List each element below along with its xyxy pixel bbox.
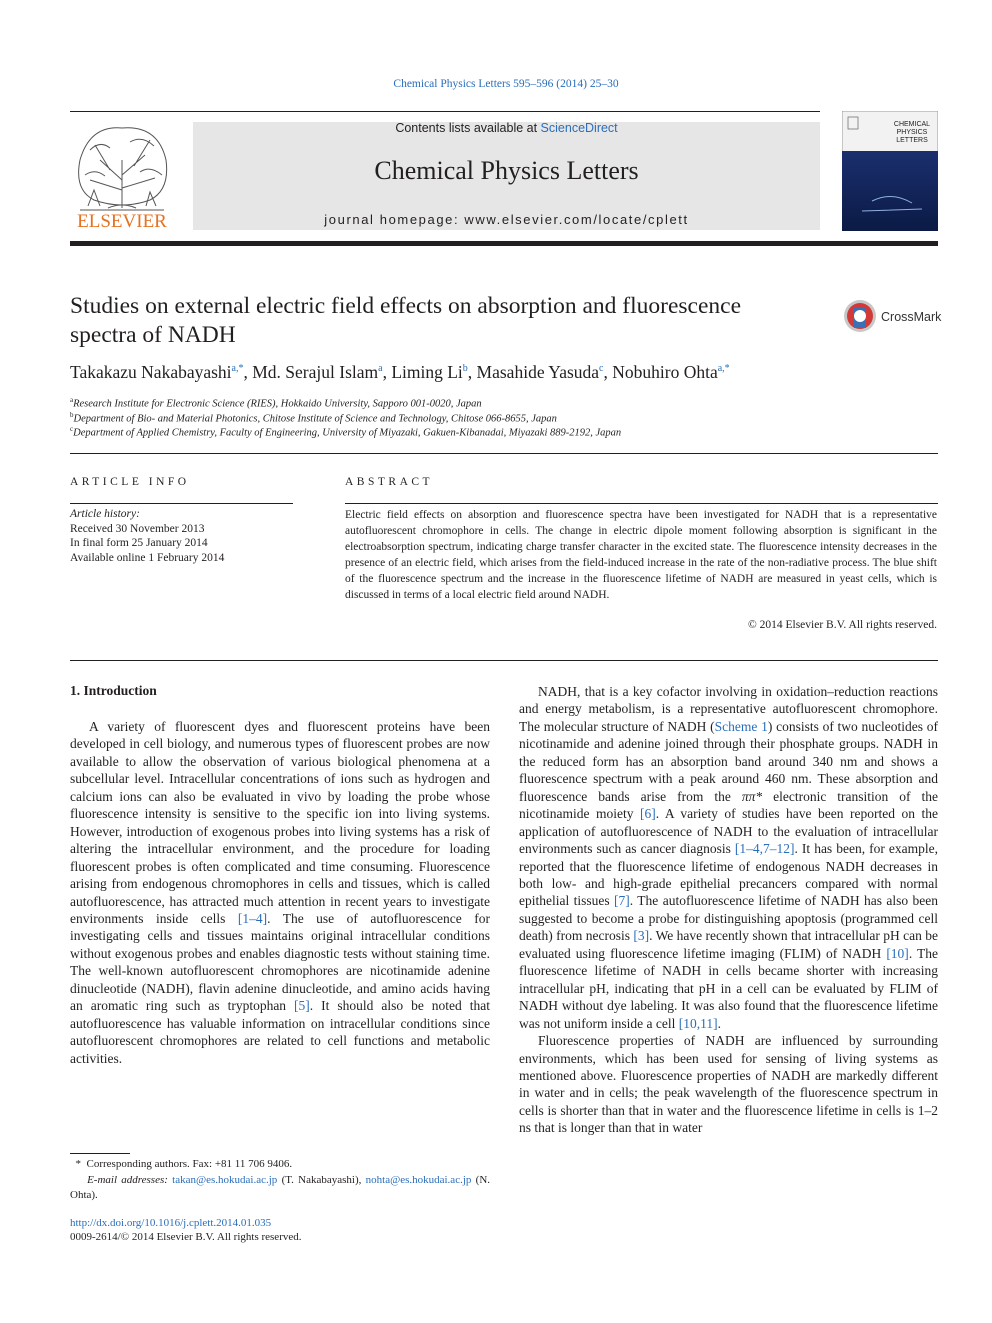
homepage-prefix: journal homepage: xyxy=(324,212,465,227)
author-sep: , xyxy=(467,362,477,382)
citation-link[interactable]: [10,11] xyxy=(678,1015,718,1031)
footnote-corresponding xyxy=(70,1157,490,1172)
scheme-link[interactable]: Scheme 1 xyxy=(714,718,768,734)
history-label: Article history: xyxy=(70,508,140,520)
email-owner: (T. Nakabayashi), xyxy=(281,1174,362,1186)
citation-link[interactable]: [7] xyxy=(614,893,630,909)
journal-reference[interactable]: Chemical Physics Letters 595–596 (2014) 25–30 xyxy=(393,78,619,90)
text-run: . It has been, for example, reported that the fluorescence lifetime of endogenous NADH decreases in both low- and high-grade epithelial precancers compared with normal epithelial tissues xyxy=(519,841,938,909)
body-column-left xyxy=(70,718,490,1067)
title-line-2: spectra of NADH xyxy=(70,322,236,348)
author-sup[interactable]: a,* xyxy=(231,363,244,375)
history-online: Available online 1 February 2014 xyxy=(70,551,225,564)
text-run: A variety of fluorescent dyes and fluorescent proteins have been developed in cell biology, and numerous types of fluorescent probes are now available to allow the observation of various biological phenomena at a subcellular level. Intracellular concentrations of ions such as hydrogen and calcium ions can also be evaluated in vivo by loading the probe whose fluorescence intensity is sensitive to the specific ion into living systems. However, introduction of exogenous probes into living systems has a risk of altering the intracellular environment, and the procedure for loading fluorescent probes is often complicated and time consuming. Fluorescence arising from endogenous chromophores in cells and tissues, which is called autofluorescence, has attracted much attention in recent years to investigate environments inside cells xyxy=(70,719,490,926)
text-run: . We have recently shown that intracellular pH can be evaluated using fluorescence lifetime imaging (FLIM) of NADH xyxy=(519,928,938,961)
author-sup[interactable]: b xyxy=(462,363,468,375)
author-sep: , xyxy=(243,362,253,382)
affiliation-text: Research Institute for Electronic Science (RIES), Hokkaido University, Sapporo 001-0020, Japan xyxy=(73,398,482,410)
text-run: . It should also be noted that autofluorescence has valuable information on intracellular conditions since autofluorescent chromophores are related to cell functions and metabolic activities. xyxy=(70,998,490,1066)
doi-text[interactable]: http://dx.doi.org/10.1016/j.cplett.2014.01.035 xyxy=(70,1217,272,1229)
header-thick-rule xyxy=(70,241,938,246)
journal-cover xyxy=(842,111,938,231)
transition-symbol: ππ* xyxy=(741,788,763,804)
section-heading-introduction: 1. Introduction xyxy=(70,683,157,698)
doi-link[interactable] xyxy=(70,1217,271,1229)
abstract-heading: ABSTRACT xyxy=(345,476,434,488)
author-sup[interactable]: c xyxy=(599,363,604,375)
author-sep: , xyxy=(382,362,392,382)
email-link[interactable]: takan@es.hokudai.ac.jp xyxy=(172,1174,278,1186)
cover-title-3: LETTERS xyxy=(896,137,928,144)
history-revised: In final form 25 January 2014 xyxy=(70,537,208,550)
cover-title-1: CHEMICAL xyxy=(893,121,931,128)
author-list xyxy=(70,362,730,383)
history-received: Received 30 November 2013 xyxy=(70,522,205,535)
journal-homepage xyxy=(193,212,820,227)
crossmark-label: CrossMark xyxy=(881,310,942,324)
text-run: . A variety of studies have been reported on the application of autofluorescence of NADH to the evaluation of intracellular environments such as cancer diagnosis xyxy=(519,806,938,857)
journal-title: Chemical Physics Letters xyxy=(374,156,639,185)
elsevier-tree-icon xyxy=(70,120,174,232)
email-label: E-mail addresses: xyxy=(87,1174,168,1186)
article-info-heading: ARTICLE INFO xyxy=(70,476,190,488)
paragraph xyxy=(70,718,490,1067)
citation-link[interactable]: [10] xyxy=(886,945,909,961)
text-run: . The fluorescence lifetime of NADH in cells became shorter with increasing intracellular pH, indicating that pH in a cell can be evaluated by FLIM of NADH without dye labeling. It was also found that the fluorescence lifetime was not uniform inside a cell xyxy=(519,945,938,1031)
affiliation-text: Department of Applied Chemistry, Faculty of Engineering, University of Miyazaki, Gakuen-Kibanadai, Miyazaki 889-2192, Japan xyxy=(73,427,622,439)
affiliation-key: c xyxy=(70,425,74,433)
sciencedirect-link[interactable]: ScienceDirect xyxy=(540,121,618,135)
affiliation-key: a xyxy=(70,396,74,404)
text-run: . xyxy=(717,1015,721,1031)
elsevier-wordmark: ELSEVIER xyxy=(77,211,167,232)
issn-line: 0009-2614/© 2014 Elsevier B.V. All rights reserved. xyxy=(70,1231,302,1243)
abstract-copyright: © 2014 Elsevier B.V. All rights reserved. xyxy=(748,619,937,631)
citation-link[interactable]: [1–4] xyxy=(237,910,268,926)
footnote-emails xyxy=(70,1173,490,1203)
text-run: electronic transition of the nicotinamide moiety xyxy=(519,788,939,822)
author-name[interactable]: Nobuhiro Ohta xyxy=(612,362,718,382)
text-run: . The autofluorescence lifetime of NADH has also been suggested to become a probe for distinguishing apoptosis (programmed cell death) from necrosis xyxy=(519,893,938,944)
text-run: . The use of autofluorescence for investigating cells and tissues maintains original intracellular conditions without exogenous probes and enables diagnostic tests without staining time. The well-known autofluorescent chromophores are nicotinamide adenine dinucleotide (NADH), flavin adenine dinucleotide, and amino acids having an aromatic ring such as tryptophan xyxy=(70,910,490,1014)
body-column-right xyxy=(519,683,938,1137)
paragraph xyxy=(519,683,938,1032)
affiliation-text: Department of Bio- and Material Photonics, Chitose Institute of Science and Technology, Chitose 066-8655, Japan xyxy=(73,413,557,425)
email-owner: (N. Ohta). xyxy=(70,1174,491,1201)
citation-link[interactable]: [3] xyxy=(633,928,650,944)
title-line-1: Studies on external electric field effects on absorption and fluorescence xyxy=(70,293,742,319)
article-title xyxy=(70,292,830,350)
elsevier-logo xyxy=(70,120,174,232)
author-sup[interactable]: a xyxy=(378,363,383,375)
footnote-rule xyxy=(70,1153,130,1154)
author-name[interactable]: Takakazu Nakabayashi xyxy=(70,362,232,382)
affiliation xyxy=(70,396,482,410)
text-run: ) consists of two nucleotides of nicotinamide and adenine joined through their phosphate groups. NADH in the reduced form has an absorption band around 340 nm and shows a fluorescence spectrum with a peak around 460 nm. These absorption and fluorescence bands arise from the xyxy=(519,718,938,804)
citation-link[interactable]: [6] xyxy=(639,806,656,822)
author-name[interactable]: Md. Serajul Islam xyxy=(252,362,379,382)
article-history xyxy=(70,507,224,565)
article-info-rule xyxy=(70,503,293,504)
email-link[interactable]: nohta@es.hokudai.ac.jp xyxy=(365,1174,472,1186)
contents-line xyxy=(193,121,820,135)
author-name[interactable]: Liming Li xyxy=(391,362,463,382)
homepage-url[interactable]: www.elsevier.com/locate/cplett xyxy=(464,212,689,227)
footnote-star: * xyxy=(75,1158,81,1170)
footnote-text: Corresponding authors. Fax: +81 11 706 9406. xyxy=(86,1158,293,1170)
contents-prefix: Contents lists available at xyxy=(395,121,541,135)
cover-title-2: PHYSICS xyxy=(896,129,928,136)
affiliation xyxy=(70,425,621,439)
abstract-text: Electric field effects on absorption and fluorescence spectra have been investigated for NADH that is a representative autofluorescent chromophore in cells. The change in electric dipole moment following absorption is significant in the electroabsorption spectrum, indicating charge transfer character in the excited state. The fluorescence intensity decreases in the presence of an electric field, which arises from the field-induced increase in the rate of the non-radiative process. The blue shift of the fluorescence spectrum and the increase in the fluorescence lifetime of NADH are measured in yeast cells, which is discussed in terms of a local electric field around NADH. xyxy=(345,509,937,601)
text-run: NADH, that is a key cofactor involving in oxidation–reduction reactions and energy metabolism, is a representative autofluorescent chromophore. The molecular structure of NADH ( xyxy=(519,684,938,734)
header-rule xyxy=(70,111,820,112)
section-rule xyxy=(70,453,938,454)
abstract-rule xyxy=(345,503,938,504)
body-rule xyxy=(70,660,938,661)
author-name[interactable]: Masahide Yasuda xyxy=(476,362,600,382)
author-sup[interactable]: a,* xyxy=(717,363,730,375)
affiliation-key: b xyxy=(70,411,74,419)
affiliation xyxy=(70,411,557,425)
paragraph: Fluorescence properties of NADH are influenced by surrounding environments, which has been used for sensing of living systems as mentioned above. Fluorescence properties of NADH are markedly different in water and in cells; the peak wavelength of the fluorescence spectrum in cells is shorter than that in water and the fluorescence lifetime in cells is 1–2 ns that is longer than that in water xyxy=(519,1033,938,1136)
crossmark-badge[interactable] xyxy=(843,298,943,334)
author-sep: , xyxy=(603,362,613,382)
citation-link[interactable]: [5] xyxy=(294,998,310,1014)
citation-link[interactable]: [1–4,7–12] xyxy=(734,841,795,857)
